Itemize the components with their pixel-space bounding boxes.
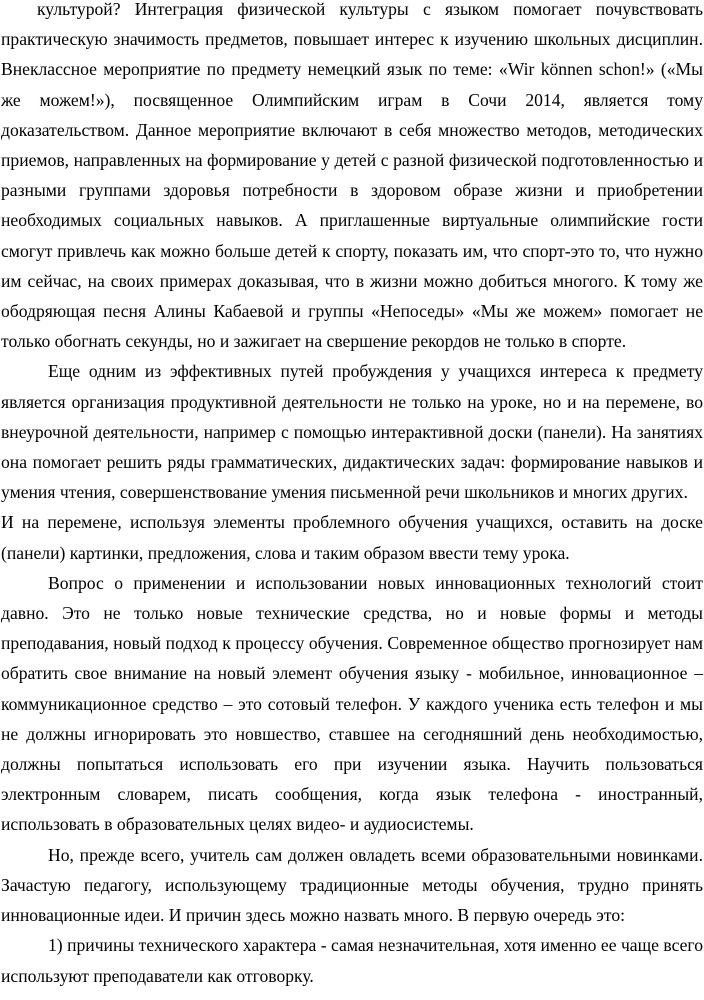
paragraph-innovative-technologies: Вопрос о применении и использовании новых инновационных технологий стоит давно. Это не только новые технические средства, но и новые формы и методы преподавания, новый подход к процессу обучения. Современное общество прогнозирует нам обратить свое внимание на новый элемент обучения языку - мобильное, инновационное – коммуникационное средство – это сотовый телефон. У каждого ученика есть телефон и мы не должны игнорировать это новшество, ставшее на сегодняшний день необходимостью, должны попытаться использовать его при изучении языка. Научить пользоваться электронным словарем, писать сообщения, когда язык телефона - иностранный, использовать в образовательных целях видео- и аудиосистемы. — [1, 572, 703, 835]
paragraph-continuation: культурой? Интеграция физической культуры с языком помогает почувствовать практическую значимость предметов, повышает интерес к изучению школьных дисциплин. Внеклассное мероприятие по предмету немецкий язык по теме: «Wir können schon!» («Мы же можем!»), посвященное Олимпийским играм в Сочи 2014, является тому доказательством. Данное мероприятие включают в себя множество методов, методических приемов, направленных на формирование у детей с разной физической подготовленностью и разными группами здоровья потребности в здоровом образе жизни и приобретении необходимых социальных навыков. А приглашенные виртуальные олимпийские гости смогут привлечь как можно больше детей к спорту, показать им, что спорт-это то, что нужно им сейчас, на своих примерах доказывая, что в жизни можно добиться многого. К тому же ободряющая песня Алины Кабаевой и группы «Непоседы» «Мы же можем» помогает не только обогнать секунды, но и зажигает на свершение рекордов не только в спорте. — [1, 0, 703, 352]
paragraph-interactive-board: Еще одним из эффективных путей пробуждения у учащихся интереса к предмету является организация продуктивной деятельности не только на уроке, но и на перемене, во внеурочной деятельности, например с помощью интерактивной доски (панели). На занятиях она помогает решить ряды грамматических, дидактических задач: формирование навыков и умения чтения, совершенствование умения письменной речи школьников и многих других. — [1, 361, 703, 503]
paragraph-break-time: И на перемене, используя элементы проблемного обучения учащихся, оставить на доске (панели) картинки, предложения, слова и таким образом ввести тему урока. — [1, 512, 703, 563]
paragraph-technical-reasons: 1) причины технического характера - самая незначительная, хотя именно ее чаще всего используют преподаватели как отговорку. — [1, 935, 703, 986]
paragraph-teacher-mastery: Но, прежде всего, учитель сам должен овладеть всеми образовательными новинками. Зачастую педагогу, использующему традиционные методы обучения, трудно принять инновационные идеи. И причин здесь можно назвать много. В первую очередь это: — [1, 844, 703, 926]
